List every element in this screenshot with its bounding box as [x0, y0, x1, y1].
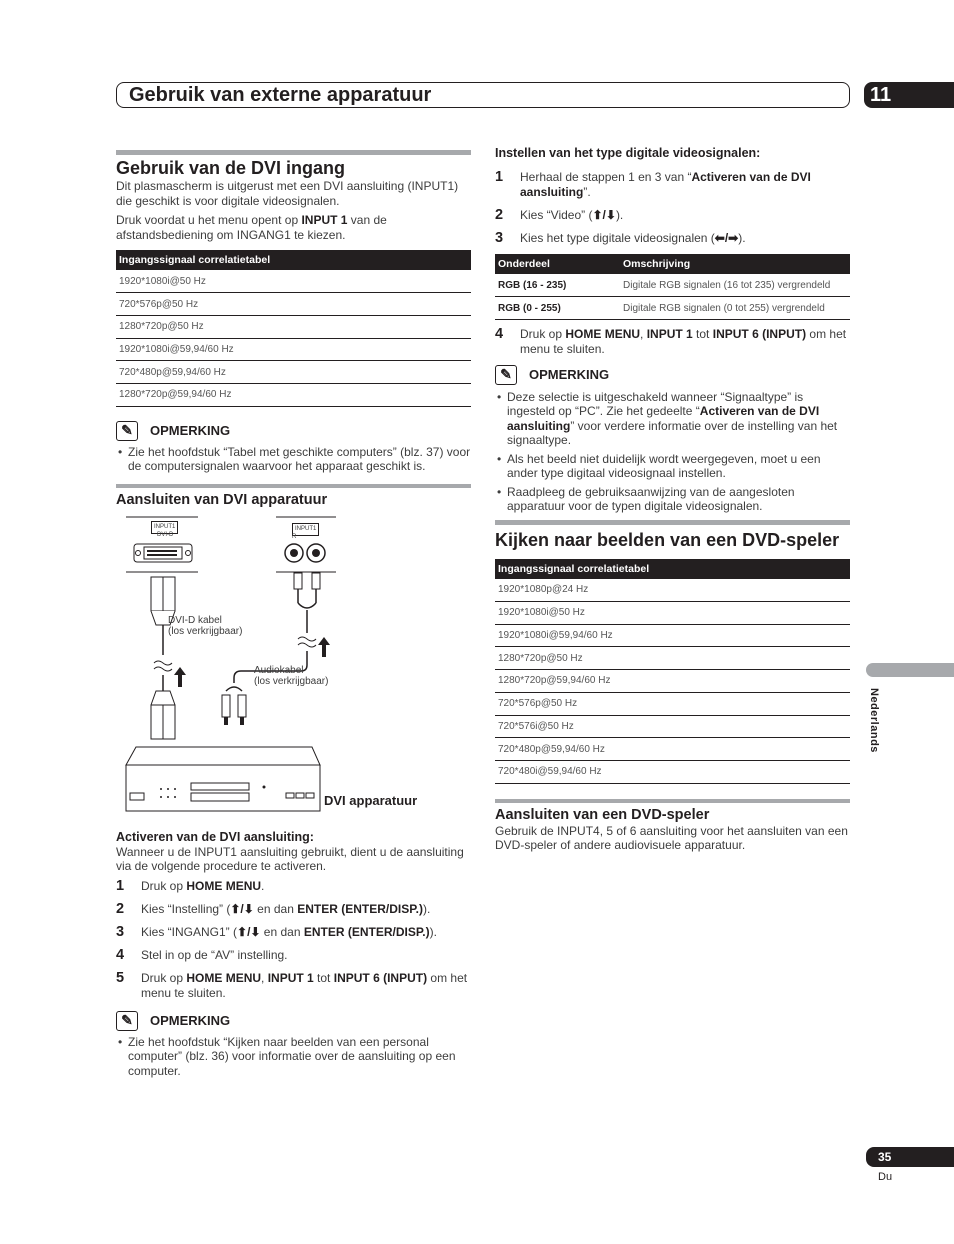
table-row: 1280*720p@50 Hz [116, 315, 471, 338]
signal-type-table [495, 254, 850, 320]
activate-intro: Wanneer u de INPUT1 aansluiting gebruikt, dient u de aansluiting via de volgende procedure te activeren. [116, 844, 464, 874]
audio-cable-label: Audiokabel (los verkrijgbaar) [254, 664, 329, 687]
note-item: • Als het beeld niet duidelijk wordt weergegeven, moet u een ander type digitaal videosignaal instellen. [495, 452, 850, 481]
step-item: 3 Kies “INGANG1” (⬆/⬇ en dan ENTER (ENTER/DISP.)). [116, 923, 437, 940]
input1-label-dvi: INPUT1 [151, 521, 178, 534]
device-label: DVI apparatuur [324, 792, 418, 808]
activate-steps [116, 879, 471, 1001]
step-item: 4 Stel in op de “AV” instelling. [116, 946, 288, 963]
note-list [495, 390, 850, 514]
table-header: Ingangssignaal correlatietabel [495, 559, 850, 579]
table-row: 720*480i@59,94/60 Hz [495, 760, 850, 783]
note-list [116, 1035, 471, 1079]
language-tab [866, 663, 954, 677]
signal-table-dvi [116, 250, 471, 407]
note-list [116, 445, 471, 474]
set-type-step-4 [495, 327, 850, 357]
note-header: ✎ OPMERKING [495, 365, 850, 385]
note-item: • Raadpleeg de gebruiksaanwijzing van de aangesloten apparatuur voor de typen digitale videosignalen. [495, 485, 850, 514]
input1-sub-audio: R [292, 533, 297, 540]
pencil-icon: ✎ [495, 365, 517, 385]
input1-label-audio: INPUT1 [292, 523, 319, 536]
page-language: Du [878, 1171, 893, 1183]
table-row: 720*480p@59,94/60 Hz [495, 738, 850, 761]
section-rule [116, 484, 471, 488]
language-label: Nederlands [868, 688, 880, 753]
table-row: 1280*720p@59,94/60 Hz [116, 383, 471, 406]
chapter-header [116, 82, 850, 108]
section-title-dvd: Kijken naar beelden van een DVD-speler [495, 529, 840, 550]
table-row: RGB (0 - 255) Digitale RGB signalen (0 tot 255) vergrendeld [495, 297, 850, 320]
chapter-title: Gebruik van externe apparatuur [129, 84, 432, 106]
dvd-connect-text: Gebruik de INPUT4, 5 of 6 aansluiting voor het aansluiten van een DVD-speler of andere audiovisuele apparatuur. [495, 823, 848, 853]
table-row: 720*576i@50 Hz [495, 715, 850, 738]
table-row: 720*576p@50 Hz [495, 692, 850, 715]
activate-title: Activeren van de DVI aansluiting: [116, 829, 314, 844]
table-row: 1280*720p@50 Hz [495, 647, 850, 670]
set-type-title: Instellen van het type digitale videosignalen: [495, 146, 761, 160]
step-item: 3 Kies het type digitale videosignalen (⬅/➡). [495, 230, 746, 246]
table-row: 1920*1080i@50 Hz [495, 602, 850, 625]
input1-sub-dvi: DVI-D [157, 531, 174, 538]
table-row: 1280*720p@59,94/60 Hz [495, 670, 850, 693]
section-rule [116, 150, 471, 155]
table-header: Omschrijving [620, 254, 850, 274]
left-column [116, 150, 471, 1082]
table-row: 1920*1080i@59,94/60 Hz [495, 624, 850, 647]
step-item: 2 Kies “Instelling” (⬆/⬇ en dan ENTER (ENTER/DISP.)). [116, 900, 431, 917]
intro-paragraph: Dit plasmascherm is uitgerust met een DVI aansluiting (INPUT1) die geschikt is voor digitale videosignalen. [116, 179, 459, 208]
table-row: RGB (16 - 235) Digitale RGB signalen (16 tot 235) vergrendeld [495, 274, 850, 297]
table-header: Onderdeel [495, 254, 620, 274]
step-item: 1 Druk op HOME MENU. [116, 877, 265, 894]
chapter-number: 11 [864, 82, 954, 108]
step-item: 4 Druk op HOME MENU, INPUT 1 tot INPUT 6 (INPUT) om het menu te sluiten. [495, 325, 847, 356]
set-type-steps [495, 170, 850, 246]
dvd-connect-title: Aansluiten van een DVD-speler [495, 806, 710, 823]
section-rule [495, 799, 850, 803]
table-row: 720*480p@59,94/60 Hz [116, 361, 471, 384]
intro-paragraph-2: Druk voordat u het menu opent op INPUT 1 van de afstandsbediening om INGANG1 te kiezen. [116, 213, 387, 242]
dvi-cable-label: DVI-D kabel (los verkrijgbaar) [168, 614, 243, 637]
connection-diagram [116, 515, 471, 815]
pencil-icon: ✎ [116, 1011, 138, 1031]
signal-table-dvd [495, 559, 850, 784]
note-header: ✎ OPMERKING [116, 421, 471, 441]
page-number: 35 [866, 1147, 954, 1167]
section-rule [495, 520, 850, 525]
table-header: Ingangssignaal correlatietabel [116, 250, 471, 270]
note-item: • Zie het hoofdstuk “Tabel met geschikte computers” (blz. 37) voor de computersignalen waarvoor het apparaat geschikt is. [116, 445, 471, 474]
note-header: ✎ OPMERKING [116, 1011, 471, 1031]
step-item: 1 Herhaal de stappen 1 en 3 van “Activeren van de DVI aansluiting”. [495, 169, 811, 199]
right-column [495, 145, 850, 853]
section-title-dvi: Gebruik van de DVI ingang [116, 158, 346, 178]
step-item: 5 Druk op HOME MENU, INPUT 1 tot INPUT 6 (INPUT) om het menu te sluiten. [116, 969, 468, 1000]
step-item: 2 Kies “Video” (⬆/⬇). [495, 207, 624, 223]
table-row: 1920*1080i@59,94/60 Hz [116, 338, 471, 361]
pencil-icon: ✎ [116, 421, 138, 441]
note-item: • Deze selectie is uitgeschakeld wanneer “Signaaltype” is ingesteld op “PC”. Zie het gedeelte “Activeren van de DVI aansluiting” voor verdere informatie over de instelling van het signaaltype. [495, 390, 850, 448]
table-row: 1920*1080i@50 Hz [116, 270, 471, 293]
table-row: 1920*1080p@24 Hz [495, 579, 850, 602]
connect-title: Aansluiten van DVI apparatuur [116, 491, 328, 508]
note-item: • Zie het hoofdstuk “Kijken naar beelden van een personal computer” (blz. 36) voor informatie over de aansluiting op een computer. [116, 1035, 471, 1079]
table-row: 720*576p@50 Hz [116, 293, 471, 316]
